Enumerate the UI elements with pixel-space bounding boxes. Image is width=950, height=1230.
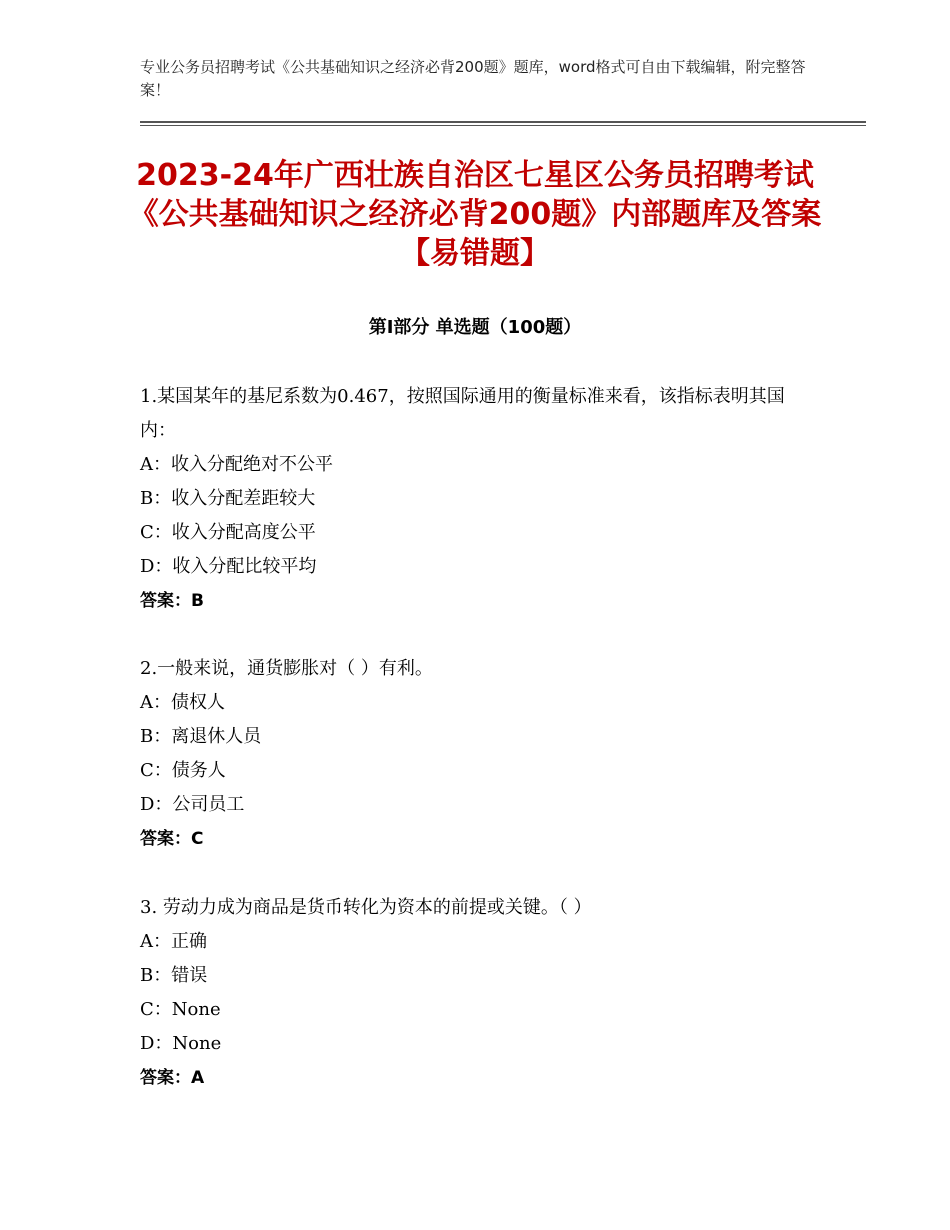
option-d: D：None [140,1033,222,1054]
answer-line: 答案：C [140,829,204,849]
question-stem: 2.一般来说，通货膨胀对（ ）有利。 [140,658,433,679]
question-stem: 3. 劳动力成为商品是货币转化为资本的前提或关键。（ ） [140,897,592,918]
document-title: 2023-24年广西壮族自治区七星区公务员招聘考试《公共基础知识之经济必背200题》内部题库及答案【易错题】 [128,158,822,271]
question-stem: 1.某国某年的基尼系数为0.467，按照国际通用的衡量标准来看，该指标表明其国内： [140,386,785,441]
option-c: C：收入分配高度公平 [140,522,316,543]
option-b: B：离退休人员 [140,726,262,747]
option-a: A：收入分配绝对不公平 [140,454,333,475]
section-title: 第Ⅰ部分 单选题（100题） [368,317,582,338]
header-note: 专业公务员招聘考试《公共基础知识之经济必背200题》题库，word格式可自由下载编辑，附完整答案！ [140,58,806,99]
header-divider-thin [140,125,866,126]
option-c: C：None [140,999,221,1020]
option-c: C：债务人 [140,760,226,781]
answer-line: 答案：A [140,1068,205,1088]
option-a: A：债权人 [140,692,225,713]
option-d: D：公司员工 [140,794,245,815]
question-block [140,380,820,618]
option-a: A：正确 [140,931,207,952]
question-block [140,891,820,1095]
option-d: D：收入分配比较平均 [140,556,317,577]
question-block [140,652,820,856]
answer-line: 答案：B [140,591,204,611]
option-b: B：收入分配差距较大 [140,488,316,509]
option-b: B：错误 [140,965,208,986]
header-divider-thick [140,121,866,123]
